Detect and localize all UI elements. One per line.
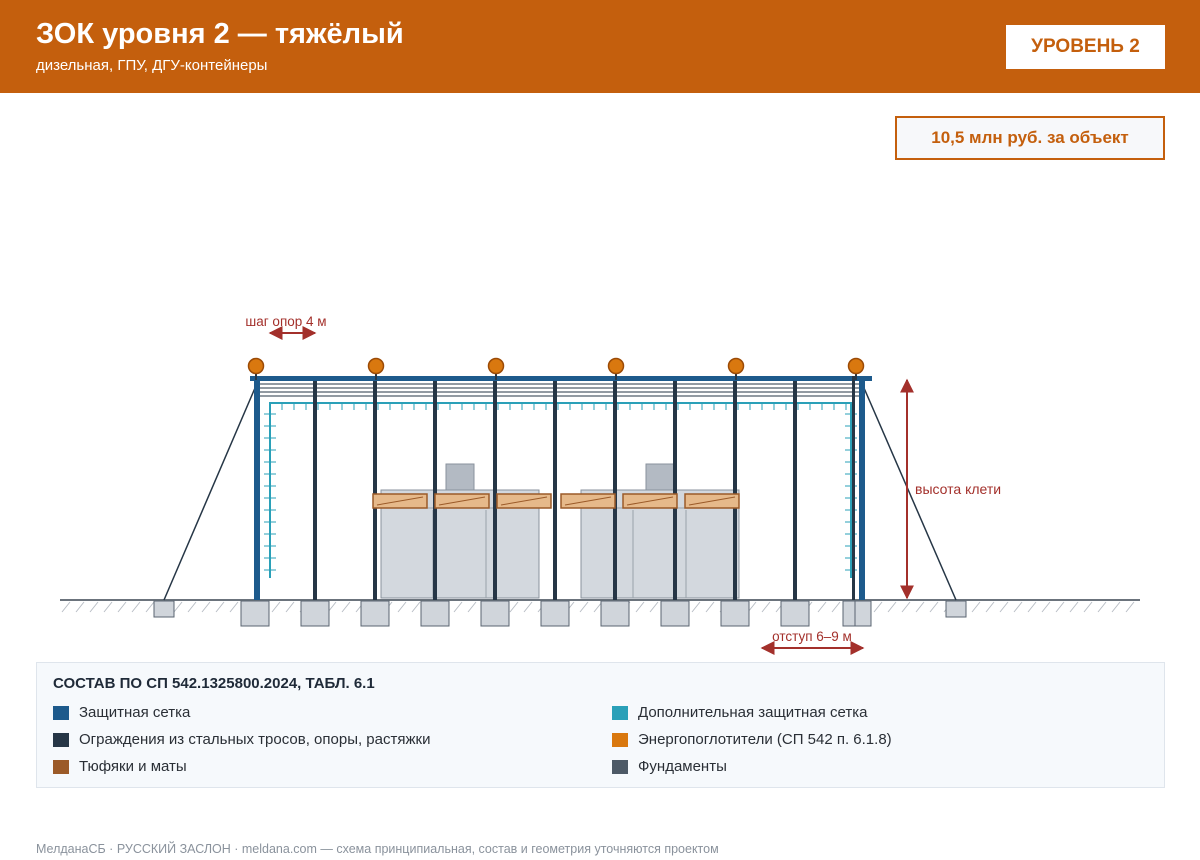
foundation-block — [481, 601, 509, 626]
legend-swatch — [53, 733, 69, 747]
label-height: высота клети — [915, 481, 1002, 497]
legend-item-foundations — [612, 758, 727, 775]
legend-swatch — [53, 760, 69, 774]
label-step: шаг опор 4 м — [245, 314, 327, 329]
foundation-block — [241, 601, 269, 626]
legend-label: Защитная сетка — [79, 704, 191, 721]
legend-label: Фундаменты — [638, 758, 727, 775]
footer-note: МелданаСБ · РУССКИЙ ЗАСЛОН · meldana.com — схема принципиальная, состав и геометрия уточняются проектом — [36, 842, 719, 856]
support-post — [733, 378, 737, 600]
foundation-block — [661, 601, 689, 626]
energy-absorber — [489, 359, 504, 374]
dimension-height — [907, 380, 1001, 598]
legend-swatch — [53, 706, 69, 720]
legend-swatch — [612, 760, 628, 774]
anchor-block — [154, 601, 174, 617]
foundations — [154, 601, 966, 626]
energy-absorber — [369, 359, 384, 374]
support-post — [433, 378, 437, 600]
equipment-right — [581, 464, 739, 598]
energy-absorber — [609, 359, 624, 374]
ground — [60, 600, 1140, 612]
legend-item-cable-fence — [53, 731, 430, 748]
anchor-block — [946, 601, 966, 617]
legend-title: СОСТАВ ПО СП 542.1325800.2024, ТАБЛ. 6.1 — [53, 675, 375, 692]
legend-item-energy-absorbers — [612, 731, 892, 748]
legend-label: Дополнительная защитная сетка — [638, 704, 868, 721]
support-post — [373, 378, 377, 600]
legend-item-additional-net — [612, 704, 867, 721]
support-post — [493, 378, 497, 600]
support-post — [313, 378, 317, 600]
foundation-block — [301, 601, 329, 626]
energy-absorber — [729, 359, 744, 374]
foundation-block — [601, 601, 629, 626]
page-title: ЗОК уровня 2 — тяжёлый — [36, 18, 404, 50]
support-post — [553, 378, 557, 600]
legend-label: Тюфяки и маты — [79, 758, 187, 775]
support-post — [613, 378, 617, 600]
legend-item-mats — [53, 758, 187, 775]
foundation-block — [781, 601, 809, 626]
legend-label: Ограждения из стальных тросов, опоры, растяжки — [79, 731, 431, 748]
legend-swatch — [612, 706, 628, 720]
equipment-left — [381, 464, 539, 598]
foundation-block — [541, 601, 569, 626]
legend-panel — [36, 662, 1165, 788]
legend-item-protective-net — [53, 704, 190, 721]
price-box: 10,5 млн руб. за объект — [895, 116, 1165, 160]
top-cables — [255, 384, 865, 396]
support-post — [793, 378, 797, 600]
protective-net — [250, 376, 872, 600]
dimension-step — [245, 314, 326, 333]
legend-swatch — [612, 733, 628, 747]
foundation-block — [721, 601, 749, 626]
support-post — [673, 378, 677, 600]
label-offset: отступ 6–9 м — [772, 629, 852, 644]
page-subtitle: дизельная, ГПУ, ДГУ-контейнеры — [36, 57, 268, 74]
legend-label: Энергопоглотители (СП 542 п. 6.1.8) — [638, 731, 892, 748]
guy-wires — [164, 388, 956, 600]
foundation-block — [361, 601, 389, 626]
foundation-block — [421, 601, 449, 626]
foundation-block — [843, 601, 855, 626]
dimension-offset — [762, 629, 863, 648]
additional-net — [264, 403, 857, 578]
level-badge: УРОВЕНЬ 2 — [1006, 25, 1165, 69]
energy-absorber — [249, 359, 264, 374]
energy-absorber — [849, 359, 864, 374]
